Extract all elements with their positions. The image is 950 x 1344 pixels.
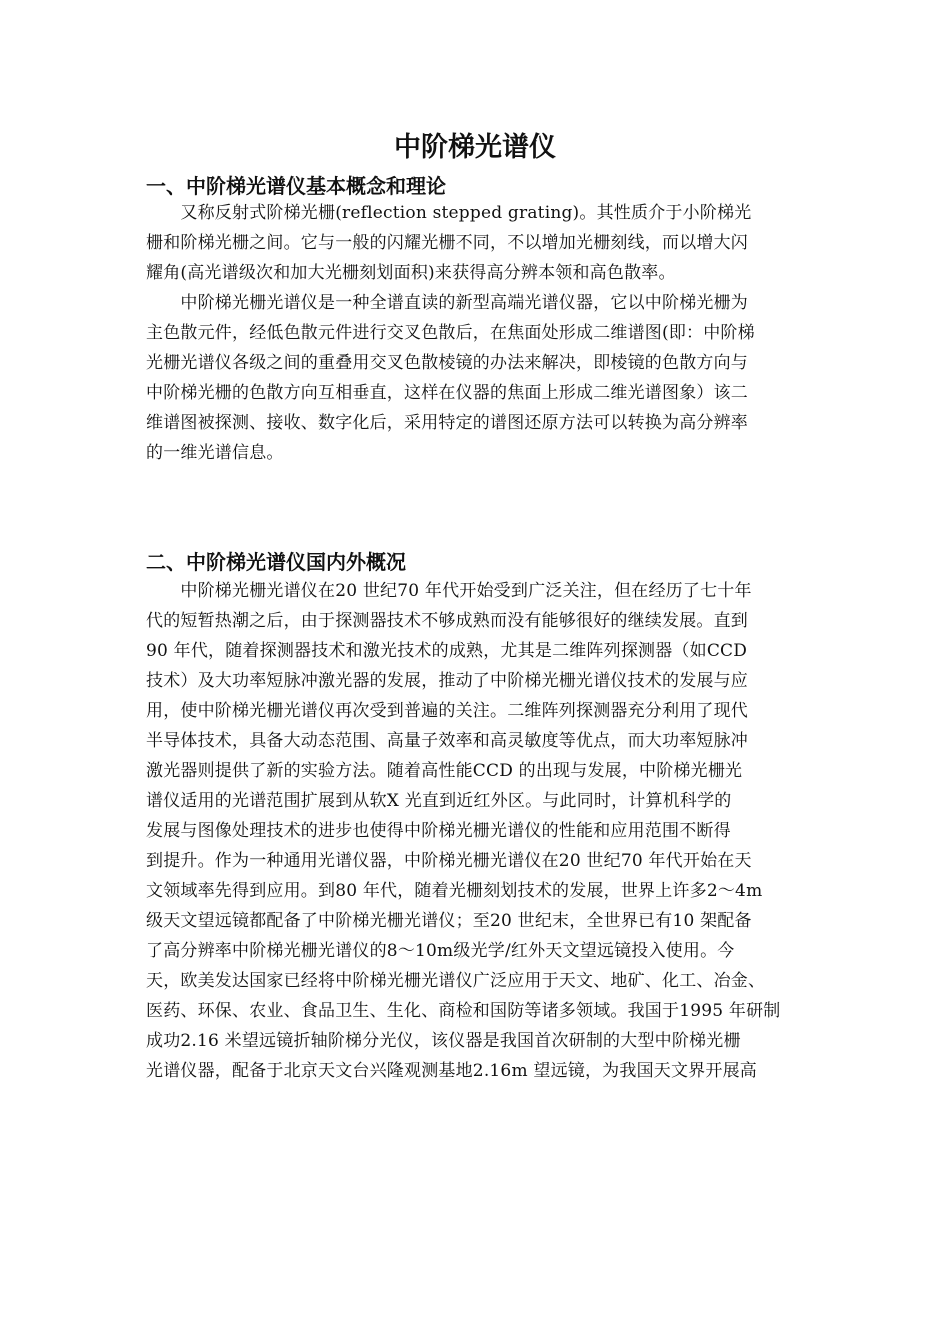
paragraph-line: 了高分辨率中阶梯光栅光谱仪的8～10m级光学/红外天文望远镜投入使用。今 [146,941,735,961]
paragraph-line: 栅和阶梯光栅之间。它与一般的闪耀光栅不同，不以增加光栅刻线，而以增大闪 [146,233,748,253]
paragraph-line: 文领域率先得到应用。到80 年代，随着光栅刻划技术的发展，世界上许多2～4m [146,881,763,901]
paragraph-line: 成功2.16 米望远镜折轴阶梯分光仪，该仪器是我国首次研制的大型中阶梯光栅 [146,1031,741,1051]
paragraph-line: 维谱图被探测、接收、数字化后，采用特定的谱图还原方法可以转换为高分辨率 [146,413,748,433]
paragraph-line: 代的短暂热潮之后，由于探测器技术不够成熟而没有能够很好的继续发展。直到 [146,611,748,631]
paragraph-line: 到提升。作为一种通用光谱仪器，中阶梯光栅光谱仪在20 世纪70 年代开始在天 [146,851,752,871]
section-heading-2: 二、中阶梯光谱仪国内外概况 [146,550,406,574]
paragraph-line: 中阶梯光栅的色散方向互相垂直，这样在仪器的焦面上形成二维光谱图象）该二 [146,383,748,403]
paragraph-line: 的一维光谱信息。 [146,443,284,463]
paragraph-line: 耀角(高光谱级次和加大光栅刻划面积)来获得高分辨本领和高色散率。 [146,263,676,283]
paragraph-line: 级天文望远镜都配备了中阶梯光栅光谱仪；至20 世纪末，全世界已有10 架配备 [146,911,752,931]
paragraph-line: 中阶梯光栅光谱仪在20 世纪70 年代开始受到广泛关注，但在经历了七十年 [146,581,752,601]
paragraph-line: 用，使中阶梯光栅光谱仪再次受到普遍的关注。二维阵列探测器充分利用了现代 [146,701,748,721]
paragraph-line: 谱仪适用的光谱范围扩展到从软X 光直到近红外区。与此同时，计算机科学的 [146,791,732,811]
page-title: 中阶梯光谱仪 [394,132,556,163]
paragraph-line: 光栅光谱仪各级之间的重叠用交叉色散棱镜的办法来解决，即棱镜的色散方向与 [146,353,748,373]
paragraph-line: 天，欧美发达国家已经将中阶梯光栅光谱仪广泛应用于天文、地矿、化工、冶金、 [146,971,766,991]
paragraph-line: 又称反射式阶梯光栅(reflection stepped grating)。其性质介于小阶梯光 [146,203,752,223]
paragraph-line: 光谱仪器，配备于北京天文台兴隆观测基地2.16m 望远镜，为我国天文界开展高 [146,1061,757,1081]
paragraph-line: 医药、环保、农业、食品卫生、生化、商检和国防等诸多领域。我国于1995 年研制 [146,1001,781,1021]
paragraph-line: 主色散元件，经低色散元件进行交叉色散后，在焦面处形成二维谱图(即：中阶梯 [146,323,755,343]
paragraph-line: 半导体技术，具备大动态范围、高量子效率和高灵敏度等优点，而大功率短脉冲 [146,731,748,751]
paragraph-line: 中阶梯光栅光谱仪是一种全谱直读的新型高端光谱仪器，它以中阶梯光栅为 [146,293,748,313]
section-heading-1: 一、中阶梯光谱仪基本概念和理论 [146,174,446,198]
paragraph-line: 90 年代，随着探测器技术和激光技术的成熟，尤其是二维阵列探测器（如CCD [146,641,748,661]
paragraph-line: 发展与图像处理技术的进步也使得中阶梯光栅光谱仪的性能和应用范围不断得 [146,821,731,841]
paragraph-line: 激光器则提供了新的实验方法。随着高性能CCD 的出现与发展，中阶梯光栅光 [146,761,743,781]
paragraph-line: 技术）及大功率短脉冲激光器的发展，推动了中阶梯光栅光谱仪技术的发展与应 [146,671,748,691]
